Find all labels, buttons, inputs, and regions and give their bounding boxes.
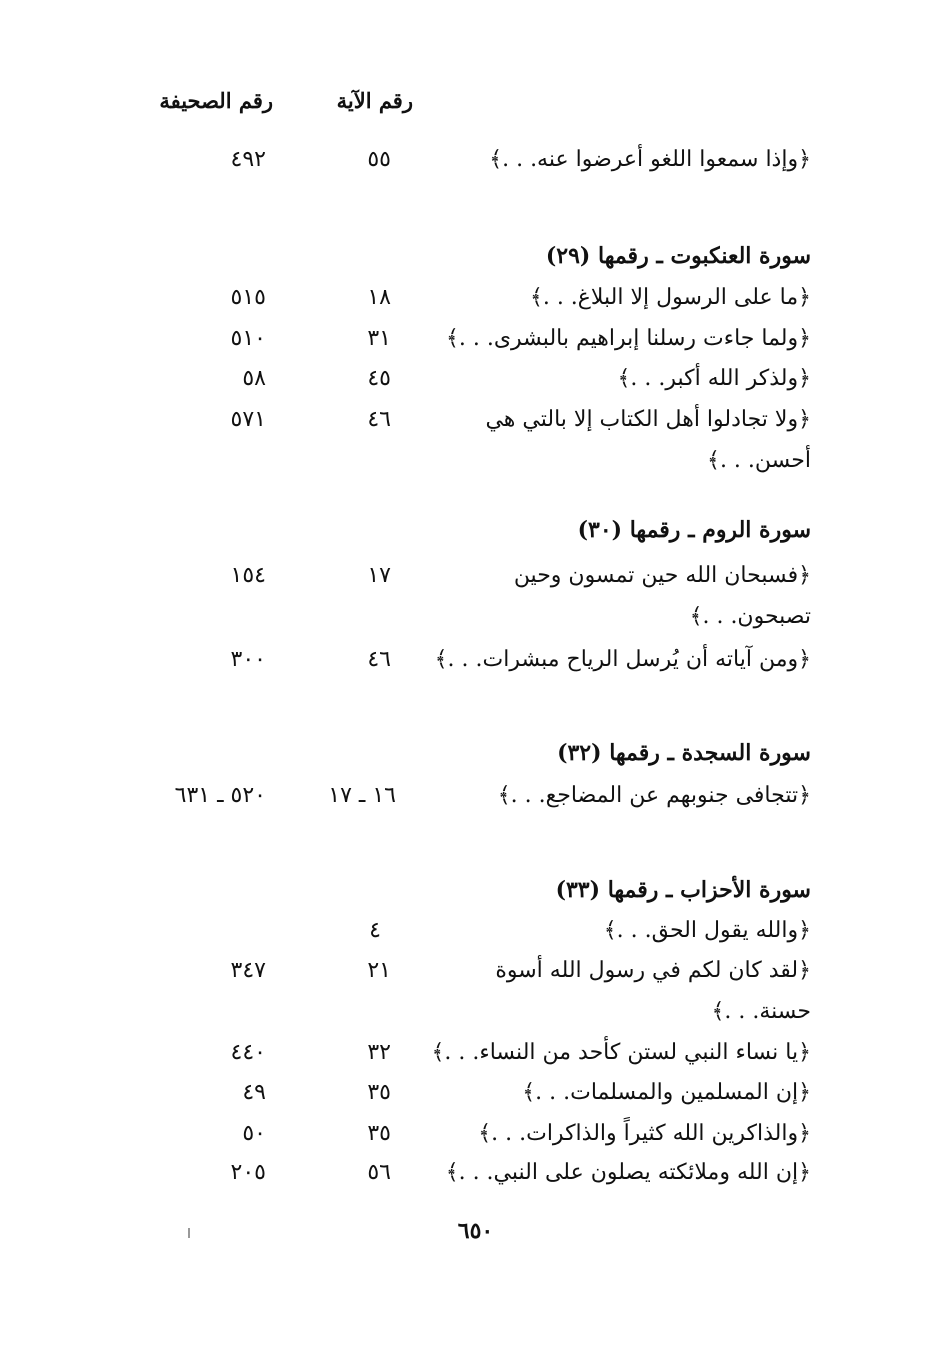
verse-text: ﴿فسبحان الله حين تمسون وحين [513, 563, 811, 588]
ayah-number: ٣١ [367, 326, 391, 351]
verse-text: ﴿لقد كان لكم في رسول الله أسوة [495, 958, 811, 983]
ayah-number: ١٧ [367, 563, 391, 588]
page-reference: ٣٠٠ [230, 647, 266, 672]
verse-text: ﴿إن المسلمين والمسلمات. . .﴾ [522, 1080, 811, 1105]
page-reference: ٢٠٥ [230, 1160, 266, 1185]
verse-continuation: أحسن. . .﴾ [707, 448, 811, 473]
verse-text: ﴿ما على الرسول إلا البلاغ. . .﴾ [529, 285, 811, 310]
ayah-number: ٤٦ [367, 647, 391, 672]
page-reference: ٣٤٧ [230, 958, 266, 983]
page-reference: ٥٢٠ ـ ٦٣١ [174, 783, 266, 808]
verse-text: ﴿ولا تجادلوا أهل الكتاب إلا بالتي هي [485, 407, 811, 432]
verse-text: ﴿يا نساء النبي لستن كأحد من النساء. . .﴾ [431, 1040, 811, 1065]
verse-text: ﴿إن الله وملائكته يصلون على النبي. . .﴾ [445, 1160, 811, 1185]
sura-heading: سورة الأحزاب ـ رقمها (٣٣) [555, 877, 811, 903]
page-number: ٦٥٠ [457, 1218, 494, 1244]
ayah-number: ٣٥ [367, 1080, 391, 1105]
page-column-header: رقم الصحيفة [159, 88, 273, 113]
ayah-number: ١٨ [367, 285, 391, 310]
ayah-number: ٣٢ [367, 1040, 391, 1065]
page-reference: ٥١٠ [230, 326, 266, 351]
ayah-number: ٥٦ [367, 1160, 391, 1185]
page-reference: ٥٧١ [230, 407, 266, 432]
verse-text: ﴿تتجافى جنوبهم عن المضاجع. . .﴾ [497, 783, 811, 808]
ayah-number: ٤٥ [367, 366, 391, 391]
page-reference: ٥٠ [242, 1121, 266, 1146]
verse-text: ﴿ولذكر الله أكبر. . .﴾ [617, 366, 811, 391]
page-reference: ٤٩٢ [230, 147, 266, 172]
page-reference: ٥٨ [242, 366, 266, 391]
verse-text: ﴿والذاكرين الله كثيراً والذاكرات. . .﴾ [478, 1121, 811, 1146]
sura-heading: سورة السجدة ـ رقمها (٣٢) [557, 740, 811, 766]
ayah-number: ٢١ [367, 958, 391, 983]
verse-continuation: حسنة. . .﴾ [711, 999, 811, 1024]
ayah-column-header: رقم الآية [336, 88, 413, 113]
scan-mark [188, 1228, 190, 1238]
ayah-number: ٤ [369, 918, 381, 943]
page-reference: ٤٤٠ [230, 1040, 266, 1065]
page-reference: ١٥٤ [230, 563, 266, 588]
sura-heading: سورة الروم ـ رقمها (٣٠) [577, 517, 811, 543]
ayah-number: ٥٥ [367, 147, 391, 172]
sura-heading: سورة العنكبوت ـ رقمها (٢٩) [545, 243, 811, 269]
verse-text: ﴿ومن آياته أن يُرسل الرياح مبشرات. . .﴾ [434, 647, 811, 672]
ayah-number: ٣٥ [367, 1121, 391, 1146]
page-reference: ٤٩ [242, 1080, 266, 1105]
verse-text: ﴿والله يقول الحق. . .﴾ [603, 918, 811, 943]
page-reference: ٥١٥ [230, 285, 266, 310]
verse-text: ﴿وإذا سمعوا اللغو أعرضوا عنه. . .﴾ [489, 147, 811, 172]
verse-text: ﴿ولما جاءت رسلنا إبراهيم بالبشرى. . .﴾ [445, 326, 811, 351]
ayah-number: ١٦ ـ ١٧ [328, 783, 396, 808]
verse-continuation: تصبحون. . .﴾ [689, 604, 811, 629]
ayah-number: ٤٦ [367, 407, 391, 432]
